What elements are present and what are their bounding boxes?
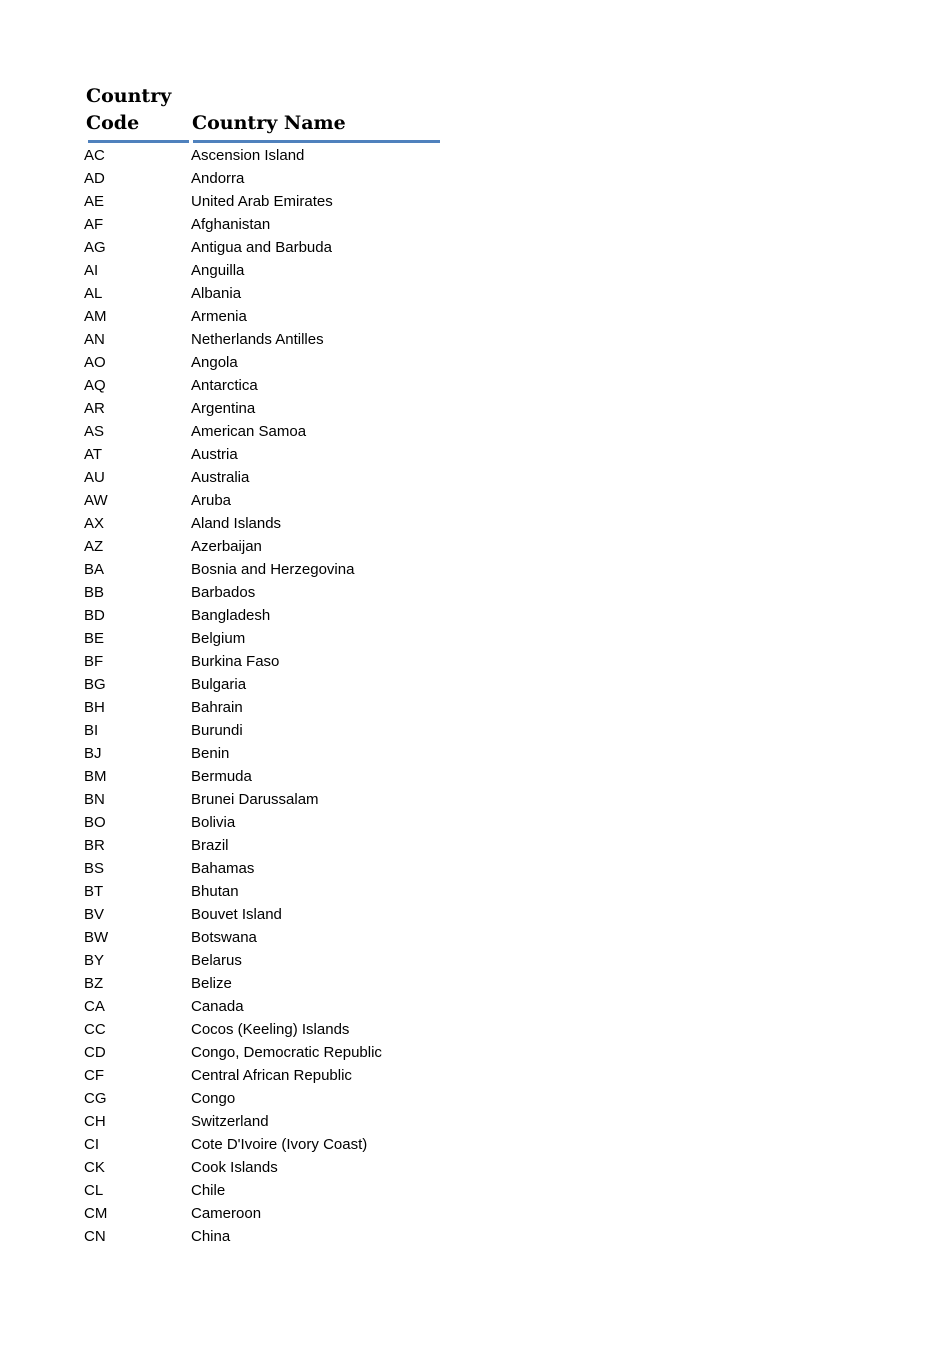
table-row xyxy=(84,397,451,420)
table-row xyxy=(84,581,451,604)
country-code-cell: CD xyxy=(84,1044,106,1061)
table-row xyxy=(84,857,451,880)
country-name-cell: Bouvet Island xyxy=(191,906,282,923)
table-row xyxy=(84,834,451,857)
header-underline-code xyxy=(88,140,189,143)
country-name-cell: Cook Islands xyxy=(191,1159,278,1176)
country-code-cell: BV xyxy=(84,906,105,923)
country-code-cell: CN xyxy=(84,1228,106,1245)
country-code-cell: CK xyxy=(84,1159,105,1176)
country-code-cell: BH xyxy=(84,699,105,716)
country-name-cell: Central African Republic xyxy=(191,1067,352,1084)
table-row xyxy=(84,604,451,627)
table-row xyxy=(84,696,451,719)
country-code-cell: AZ xyxy=(84,538,104,555)
country-name-cell: Aland Islands xyxy=(191,515,282,532)
country-code-cell: AE xyxy=(84,193,105,210)
table-row xyxy=(84,627,451,650)
country-name-cell: Belgium xyxy=(191,630,246,647)
country-code-cell: AQ xyxy=(84,377,106,394)
country-code-cell: CM xyxy=(84,1205,108,1222)
country-name-cell: Burundi xyxy=(191,722,243,739)
country-name-cell: Andorra xyxy=(191,170,245,187)
country-code-cell: CI xyxy=(84,1136,99,1153)
table-row xyxy=(84,489,451,512)
country-code-cell: AM xyxy=(84,308,107,325)
country-name-cell: Bahamas xyxy=(191,860,255,877)
table-row xyxy=(84,926,451,949)
country-code-cell: BF xyxy=(84,653,104,670)
country-name-cell: Azerbaijan xyxy=(191,538,262,555)
table-row xyxy=(84,167,451,190)
country-code-cell: AS xyxy=(84,423,105,440)
country-code-cell: BO xyxy=(84,814,106,831)
country-name-cell: Benin xyxy=(191,745,230,762)
table-row xyxy=(84,282,451,305)
table-row xyxy=(84,1133,451,1156)
country-name-cell: China xyxy=(191,1228,231,1245)
table-row xyxy=(84,949,451,972)
table-row xyxy=(84,420,451,443)
table-row xyxy=(84,351,451,374)
table-row xyxy=(84,972,451,995)
country-code-cell: AR xyxy=(84,400,105,417)
country-code-cell: BE xyxy=(84,630,105,647)
country-code-cell: CL xyxy=(84,1182,104,1199)
country-name-cell: Armenia xyxy=(191,308,247,325)
country-code-cell: BM xyxy=(84,768,107,785)
country-name-cell: Cote D'Ivoire (Ivory Coast) xyxy=(191,1136,368,1153)
table-row xyxy=(84,1179,451,1202)
country-name-cell: Cocos (Keeling) Islands xyxy=(191,1021,350,1038)
country-code-cell: CA xyxy=(84,998,105,1015)
country-name-cell: Netherlands Antilles xyxy=(191,331,324,348)
table-row xyxy=(84,1110,451,1133)
country-name-cell: Bhutan xyxy=(191,883,239,900)
country-code-cell: AG xyxy=(84,239,106,256)
column-header-country-name: Country Name xyxy=(192,112,346,134)
country-code-cell: CC xyxy=(84,1021,106,1038)
country-name-cell: Afghanistan xyxy=(191,216,271,233)
table-row xyxy=(84,995,451,1018)
country-name-cell: Austria xyxy=(191,446,238,463)
table-row xyxy=(84,1202,451,1225)
country-name-cell: Angola xyxy=(191,354,238,371)
table-row xyxy=(84,880,451,903)
country-name-cell: United Arab Emirates xyxy=(191,193,333,210)
table-header xyxy=(84,83,444,144)
country-code-cell: BR xyxy=(84,837,105,854)
table-row xyxy=(84,765,451,788)
table-row xyxy=(84,259,451,282)
table-row xyxy=(84,328,451,351)
country-code-cell: AU xyxy=(84,469,105,486)
country-name-cell: Botswana xyxy=(191,929,257,946)
country-name-cell: Belize xyxy=(191,975,232,992)
country-name-cell: Antigua and Barbuda xyxy=(191,239,332,256)
country-code-cell: AO xyxy=(84,354,106,371)
country-code-cell: BB xyxy=(84,584,105,601)
table-row xyxy=(84,512,451,535)
table-row xyxy=(84,190,451,213)
country-name-cell: Barbados xyxy=(191,584,256,601)
country-name-cell: Anguilla xyxy=(191,262,245,279)
table-row xyxy=(84,1225,451,1248)
country-name-cell: Belarus xyxy=(191,952,242,969)
country-name-cell: Burkina Faso xyxy=(191,653,280,670)
country-code-cell: AX xyxy=(84,515,105,532)
country-code-cell: AW xyxy=(84,492,108,509)
table-row xyxy=(84,213,451,236)
country-name-cell: Brunei Darussalam xyxy=(191,791,319,808)
table-row xyxy=(84,443,451,466)
country-code-cell: BG xyxy=(84,676,106,693)
country-name-cell: Antarctica xyxy=(191,377,258,394)
country-name-cell: Ascension Island xyxy=(191,147,305,164)
country-code-cell: BT xyxy=(84,883,104,900)
table-row xyxy=(84,558,451,581)
country-name-cell: Bolivia xyxy=(191,814,236,831)
country-name-cell: Switzerland xyxy=(191,1113,269,1130)
table-row xyxy=(84,1087,451,1110)
country-code-cell: AF xyxy=(84,216,104,233)
table-row xyxy=(84,742,451,765)
table-row xyxy=(84,1156,451,1179)
table-row xyxy=(84,1018,451,1041)
country-name-cell: Congo, Democratic Republic xyxy=(191,1044,382,1061)
country-name-cell: Aruba xyxy=(191,492,232,509)
country-code-cell: BD xyxy=(84,607,105,624)
country-code-cell: AN xyxy=(84,331,105,348)
country-code-cell: BN xyxy=(84,791,105,808)
country-code-cell: AL xyxy=(84,285,103,302)
table-row xyxy=(84,305,451,328)
country-name-cell: Argentina xyxy=(191,400,256,417)
country-name-cell: Canada xyxy=(191,998,244,1015)
table-row xyxy=(84,1041,451,1064)
table-row xyxy=(84,466,451,489)
country-code-cell: AD xyxy=(84,170,105,187)
country-name-cell: Chile xyxy=(191,1182,226,1199)
country-code-cell: BA xyxy=(84,561,105,578)
country-code-table xyxy=(84,83,451,1248)
country-name-cell: Australia xyxy=(191,469,250,486)
country-name-cell: American Samoa xyxy=(191,423,307,440)
header-underline-name xyxy=(193,140,440,143)
country-code-cell: CF xyxy=(84,1067,104,1084)
country-name-cell: Cameroon xyxy=(191,1205,262,1222)
country-code-cell: BS xyxy=(84,860,105,877)
table-row xyxy=(84,144,451,167)
country-code-cell: BY xyxy=(84,952,105,969)
country-name-cell: Bulgaria xyxy=(191,676,247,693)
country-name-cell: Congo xyxy=(191,1090,236,1107)
table-row xyxy=(84,535,451,558)
table-row xyxy=(84,673,451,696)
country-name-cell: Bahrain xyxy=(191,699,243,716)
table-row xyxy=(84,374,451,397)
country-name-cell: Albania xyxy=(191,285,242,302)
table-row xyxy=(84,903,451,926)
country-name-cell: Bosnia and Herzegovina xyxy=(191,561,355,578)
country-code-cell: BZ xyxy=(84,975,104,992)
country-code-cell: BJ xyxy=(84,745,102,762)
country-code-cell: BW xyxy=(84,929,109,946)
country-name-cell: Bermuda xyxy=(191,768,252,785)
country-code-cell: AI xyxy=(84,262,99,279)
country-code-cell: AC xyxy=(84,147,105,164)
country-name-cell: Bangladesh xyxy=(191,607,271,624)
table-row xyxy=(84,719,451,742)
country-code-cell: BI xyxy=(84,722,99,739)
country-code-cell: AT xyxy=(84,446,103,463)
table-row xyxy=(84,811,451,834)
country-code-cell: CG xyxy=(84,1090,107,1107)
column-header-country-code: Country Code xyxy=(86,85,172,134)
table-body xyxy=(84,144,451,1248)
country-code-cell: CH xyxy=(84,1113,106,1130)
table-row xyxy=(84,236,451,259)
table-row xyxy=(84,650,451,673)
table-row xyxy=(84,1064,451,1087)
country-name-cell: Brazil xyxy=(191,837,229,854)
table-row xyxy=(84,788,451,811)
